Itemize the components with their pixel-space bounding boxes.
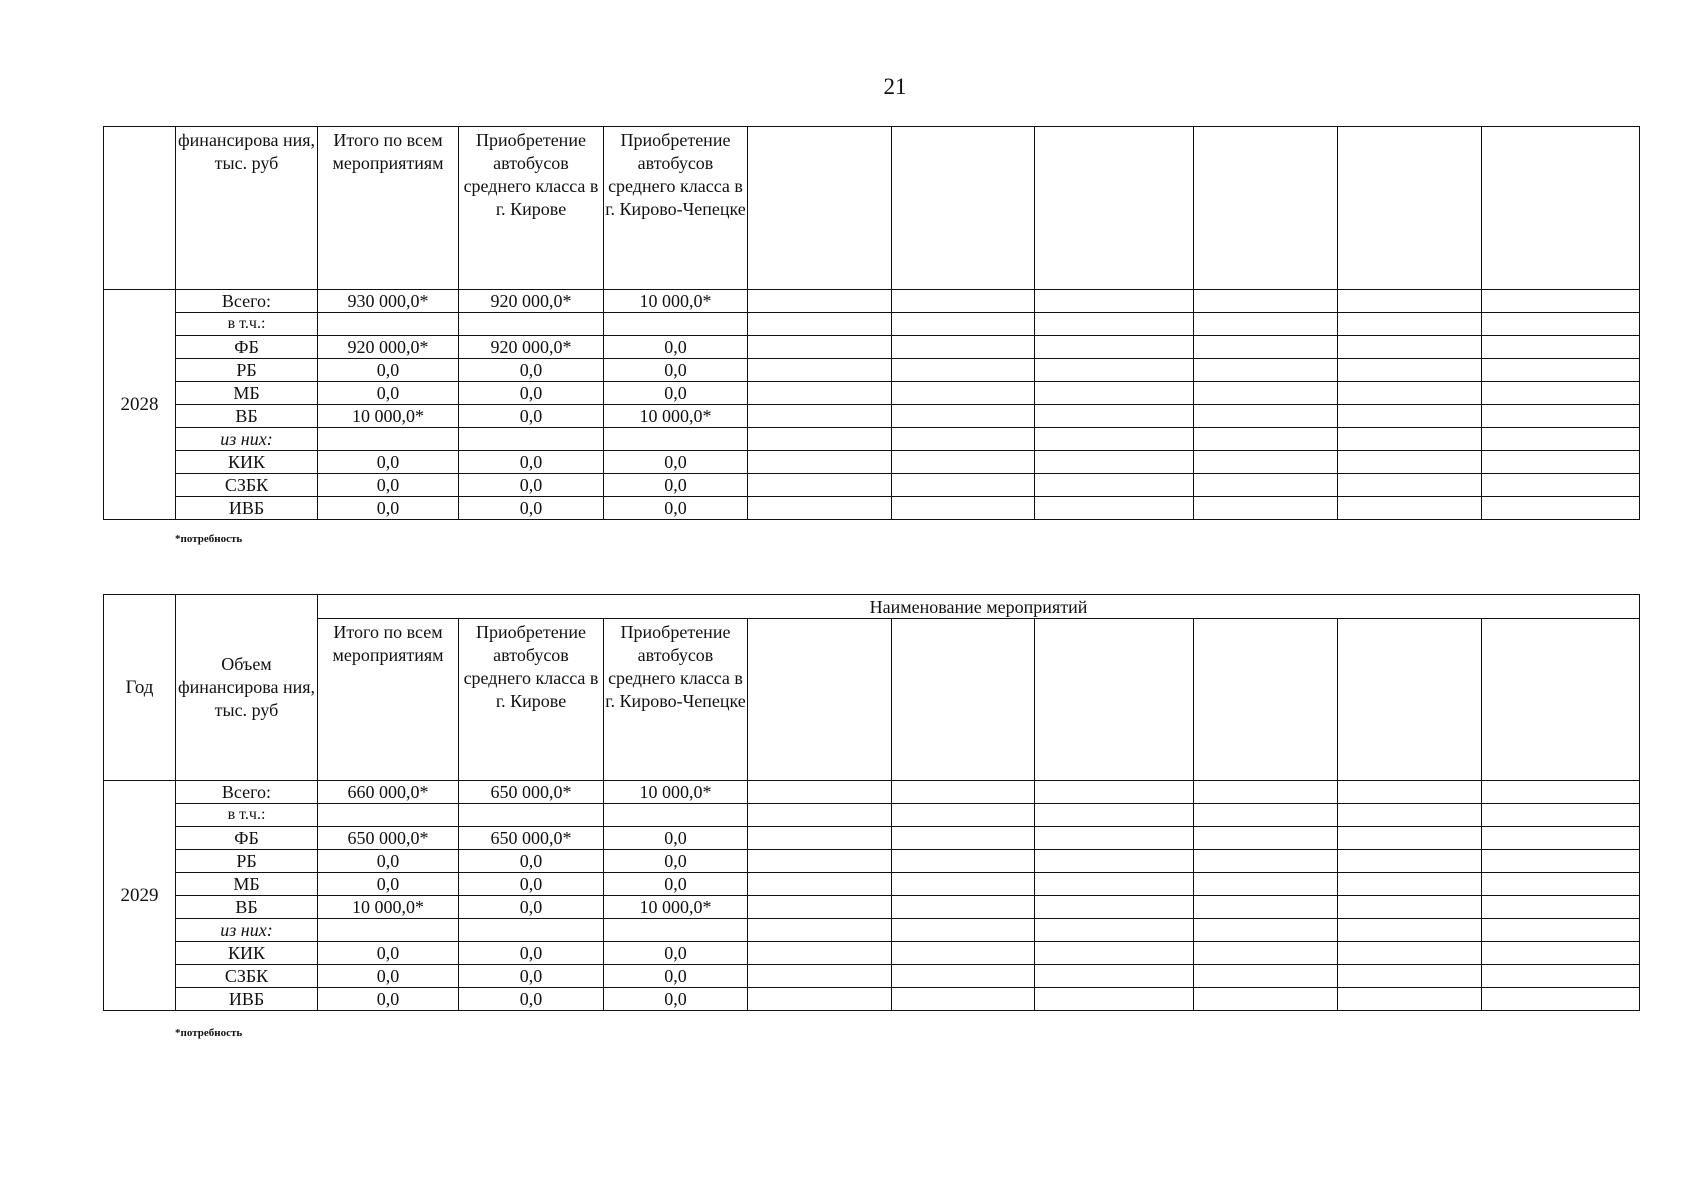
table-row xyxy=(104,942,1640,965)
total-value-cell: 920 000,0* xyxy=(318,336,459,359)
empty-cell xyxy=(1338,896,1482,919)
empty-cell xyxy=(1338,965,1482,988)
empty-cell xyxy=(1482,965,1640,988)
empty-cell xyxy=(1338,497,1482,520)
kch-value-cell: 10 000,0* xyxy=(604,290,748,313)
empty-cell xyxy=(748,290,892,313)
empty-cell xyxy=(748,313,892,336)
empty-cell xyxy=(1194,942,1338,965)
empty-cell xyxy=(1482,804,1640,827)
empty-cell xyxy=(1338,313,1482,336)
empty-cell xyxy=(748,781,892,804)
table-row xyxy=(104,896,1640,919)
empty-header xyxy=(748,619,892,781)
empty-cell xyxy=(1482,313,1640,336)
empty-cell xyxy=(1194,896,1338,919)
total-header: Итого по всем мероприятиям xyxy=(318,127,459,290)
total-value-cell: 0,0 xyxy=(318,359,459,382)
table-row xyxy=(104,336,1640,359)
empty-cell xyxy=(1194,474,1338,497)
empty-header xyxy=(1035,127,1194,290)
footnote: *потребность xyxy=(175,1027,243,1039)
kirov-value-cell xyxy=(459,804,604,827)
kch-value-cell: 0,0 xyxy=(604,497,748,520)
kch-value-cell: 10 000,0* xyxy=(604,405,748,428)
empty-cell xyxy=(748,827,892,850)
table-row xyxy=(104,827,1640,850)
kirovo-chepetsk-header: Приобретение автобусов среднего класса в г. Кирово-Чепецке xyxy=(604,127,748,290)
empty-cell xyxy=(748,474,892,497)
table-row xyxy=(104,965,1640,988)
kirovo-chepetsk-header: Приобретение автобусов среднего класса в г. Кирово-Чепецке xyxy=(604,619,748,781)
empty-cell xyxy=(1482,988,1640,1011)
empty-cell xyxy=(1035,781,1194,804)
empty-cell xyxy=(1482,497,1640,520)
empty-cell xyxy=(1482,474,1640,497)
empty-cell xyxy=(1338,850,1482,873)
empty-cell xyxy=(1194,405,1338,428)
row-label-cell: Всего: xyxy=(176,781,318,804)
table-row xyxy=(104,451,1640,474)
empty-cell xyxy=(1338,382,1482,405)
empty-cell xyxy=(1194,919,1338,942)
row-label-cell: КИК xyxy=(176,942,318,965)
kirov-value-cell: 0,0 xyxy=(459,988,604,1011)
empty-cell xyxy=(1338,827,1482,850)
total-value-cell: 0,0 xyxy=(318,873,459,896)
empty-cell xyxy=(892,781,1035,804)
kirov-value-cell: 920 000,0* xyxy=(459,336,604,359)
kch-value-cell xyxy=(604,919,748,942)
empty-cell xyxy=(892,804,1035,827)
empty-header xyxy=(1482,619,1640,781)
row-label-cell: ФБ xyxy=(176,336,318,359)
empty-cell xyxy=(748,919,892,942)
empty-cell xyxy=(1035,850,1194,873)
empty-cell xyxy=(1482,382,1640,405)
empty-cell xyxy=(1338,451,1482,474)
empty-cell xyxy=(892,896,1035,919)
kch-value-cell: 0,0 xyxy=(604,382,748,405)
kirov-value-cell: 0,0 xyxy=(459,965,604,988)
empty-cell xyxy=(748,965,892,988)
table-row xyxy=(104,474,1640,497)
kirov-value-cell: 0,0 xyxy=(459,474,604,497)
kch-value-cell: 0,0 xyxy=(604,988,748,1011)
empty-cell xyxy=(1035,313,1194,336)
table-row xyxy=(104,313,1640,336)
empty-cell xyxy=(1482,336,1640,359)
empty-cell xyxy=(892,497,1035,520)
empty-cell xyxy=(1194,873,1338,896)
empty-cell xyxy=(892,359,1035,382)
empty-cell xyxy=(748,336,892,359)
empty-cell xyxy=(892,988,1035,1011)
total-value-cell: 650 000,0* xyxy=(318,827,459,850)
empty-cell xyxy=(748,850,892,873)
total-value-cell: 0,0 xyxy=(318,988,459,1011)
kch-value-cell: 0,0 xyxy=(604,873,748,896)
kirov-value-cell: 0,0 xyxy=(459,497,604,520)
empty-cell xyxy=(892,873,1035,896)
empty-cell xyxy=(1035,827,1194,850)
row-label-cell: ИВБ xyxy=(176,497,318,520)
financing-header: финансирова ния, тыс. руб xyxy=(176,127,318,290)
empty-cell xyxy=(748,428,892,451)
total-value-cell: 0,0 xyxy=(318,497,459,520)
empty-cell xyxy=(1194,382,1338,405)
empty-cell xyxy=(1035,942,1194,965)
empty-cell xyxy=(1194,313,1338,336)
empty-cell xyxy=(1194,336,1338,359)
table-row xyxy=(104,382,1640,405)
kch-value-cell: 0,0 xyxy=(604,942,748,965)
header-row xyxy=(104,127,1640,290)
empty-cell xyxy=(892,428,1035,451)
kirov-value-cell: 0,0 xyxy=(459,359,604,382)
empty-header xyxy=(748,127,892,290)
empty-cell xyxy=(892,290,1035,313)
empty-cell xyxy=(1035,497,1194,520)
empty-cell xyxy=(1338,474,1482,497)
empty-cell xyxy=(892,336,1035,359)
empty-cell xyxy=(1035,896,1194,919)
empty-cell xyxy=(892,313,1035,336)
empty-cell xyxy=(1035,336,1194,359)
empty-cell xyxy=(1035,873,1194,896)
empty-cell xyxy=(748,804,892,827)
empty-cell xyxy=(892,942,1035,965)
empty-cell xyxy=(892,382,1035,405)
empty-cell xyxy=(1338,919,1482,942)
empty-header xyxy=(1482,127,1640,290)
empty-header xyxy=(1338,127,1482,290)
empty-cell xyxy=(1482,896,1640,919)
kch-value-cell: 0,0 xyxy=(604,827,748,850)
row-label-cell: СЗБК xyxy=(176,474,318,497)
empty-cell xyxy=(892,827,1035,850)
row-label-cell: из них: xyxy=(176,428,318,451)
empty-cell xyxy=(1338,942,1482,965)
row-label-cell: РБ xyxy=(176,850,318,873)
row-label-cell: МБ xyxy=(176,873,318,896)
kirov-value-cell xyxy=(459,428,604,451)
empty-cell xyxy=(1482,428,1640,451)
empty-cell xyxy=(1482,290,1640,313)
table-row xyxy=(104,919,1640,942)
empty-cell xyxy=(1194,451,1338,474)
kirov-header: Приобретение автобусов среднего класса в г. Кирове xyxy=(459,619,604,781)
kirov-value-cell: 0,0 xyxy=(459,942,604,965)
row-label-cell: РБ xyxy=(176,359,318,382)
empty-cell xyxy=(1482,405,1640,428)
kirov-value-cell xyxy=(459,919,604,942)
total-value-cell: 0,0 xyxy=(318,965,459,988)
kch-value-cell: 0,0 xyxy=(604,359,748,382)
kch-value-cell: 0,0 xyxy=(604,474,748,497)
total-value-cell: 10 000,0* xyxy=(318,896,459,919)
empty-header xyxy=(1194,127,1338,290)
total-value-cell: 0,0 xyxy=(318,850,459,873)
table-row xyxy=(104,405,1640,428)
row-label-cell: СЗБК xyxy=(176,965,318,988)
kirov-value-cell: 0,0 xyxy=(459,405,604,428)
table-row xyxy=(104,428,1640,451)
empty-cell xyxy=(1035,919,1194,942)
kch-value-cell: 10 000,0* xyxy=(604,781,748,804)
events-name-header: Наименование мероприятий xyxy=(318,595,1640,619)
empty-cell xyxy=(1035,428,1194,451)
financing-table-2028 xyxy=(103,126,1639,520)
row-label-cell: ИВБ xyxy=(176,988,318,1011)
kch-value-cell: 0,0 xyxy=(604,965,748,988)
empty-cell xyxy=(748,359,892,382)
row-label-cell: в т.ч.: xyxy=(176,804,318,827)
year-cell: 2028 xyxy=(104,290,176,520)
empty-cell xyxy=(1338,359,1482,382)
empty-cell xyxy=(892,451,1035,474)
empty-cell xyxy=(748,896,892,919)
table-row xyxy=(104,850,1640,873)
empty-cell xyxy=(1194,827,1338,850)
empty-cell xyxy=(1194,290,1338,313)
empty-cell xyxy=(1338,781,1482,804)
empty-cell xyxy=(1338,873,1482,896)
empty-cell xyxy=(1194,497,1338,520)
page-number: 21 xyxy=(883,74,907,99)
empty-cell xyxy=(748,451,892,474)
table-row xyxy=(104,804,1640,827)
total-value-cell: 930 000,0* xyxy=(318,290,459,313)
row-label-cell: ФБ xyxy=(176,827,318,850)
row-label-cell: в т.ч.: xyxy=(176,313,318,336)
row-label-cell: ВБ xyxy=(176,405,318,428)
empty-cell xyxy=(1482,942,1640,965)
table-row xyxy=(104,359,1640,382)
empty-cell xyxy=(1194,428,1338,451)
kirov-value-cell xyxy=(459,313,604,336)
empty-cell xyxy=(1338,804,1482,827)
total-value-cell xyxy=(318,428,459,451)
empty-cell xyxy=(1035,359,1194,382)
empty-cell xyxy=(1338,336,1482,359)
empty-cell xyxy=(1194,850,1338,873)
empty-header xyxy=(892,127,1035,290)
table-row xyxy=(104,290,1640,313)
kch-value-cell xyxy=(604,313,748,336)
total-value-cell: 0,0 xyxy=(318,474,459,497)
empty-cell xyxy=(1482,359,1640,382)
empty-cell xyxy=(1035,451,1194,474)
empty-cell xyxy=(1482,451,1640,474)
empty-cell xyxy=(1035,474,1194,497)
empty-header xyxy=(1338,619,1482,781)
empty-cell xyxy=(1035,965,1194,988)
total-value-cell xyxy=(318,804,459,827)
kch-value-cell xyxy=(604,804,748,827)
kirov-value-cell: 650 000,0* xyxy=(459,827,604,850)
header-row-1 xyxy=(104,595,1640,619)
empty-cell xyxy=(892,919,1035,942)
year-cell: 2029 xyxy=(104,781,176,1011)
kirov-value-cell: 920 000,0* xyxy=(459,290,604,313)
table-row xyxy=(104,988,1640,1011)
empty-cell xyxy=(748,873,892,896)
kch-value-cell: 0,0 xyxy=(604,850,748,873)
row-label-cell: Всего: xyxy=(176,290,318,313)
empty-cell xyxy=(1194,965,1338,988)
kch-value-cell: 10 000,0* xyxy=(604,896,748,919)
kch-value-cell: 0,0 xyxy=(604,336,748,359)
row-label-cell: МБ xyxy=(176,382,318,405)
year-header-cell xyxy=(104,127,176,290)
kch-value-cell xyxy=(604,428,748,451)
empty-cell xyxy=(1482,873,1640,896)
year-header: Год xyxy=(104,595,176,781)
empty-cell xyxy=(1482,919,1640,942)
kirov-header: Приобретение автобусов среднего класса в г. Кирове xyxy=(459,127,604,290)
empty-cell xyxy=(1035,988,1194,1011)
empty-cell xyxy=(892,850,1035,873)
empty-cell xyxy=(748,497,892,520)
empty-cell xyxy=(1482,827,1640,850)
empty-cell xyxy=(1035,290,1194,313)
total-value-cell xyxy=(318,919,459,942)
kirov-value-cell: 0,0 xyxy=(459,873,604,896)
kirov-value-cell: 0,0 xyxy=(459,896,604,919)
empty-cell xyxy=(1194,804,1338,827)
total-value-cell: 0,0 xyxy=(318,382,459,405)
empty-cell xyxy=(748,988,892,1011)
row-label-cell: ВБ xyxy=(176,896,318,919)
empty-cell xyxy=(892,474,1035,497)
header-row-2 xyxy=(104,619,1640,781)
empty-cell xyxy=(748,405,892,428)
footnote: *потребность xyxy=(175,533,243,545)
empty-cell xyxy=(1194,781,1338,804)
table-row xyxy=(104,781,1640,804)
kirov-value-cell: 650 000,0* xyxy=(459,781,604,804)
empty-cell xyxy=(892,965,1035,988)
row-label-cell: КИК xyxy=(176,451,318,474)
empty-cell xyxy=(1338,428,1482,451)
total-value-cell: 0,0 xyxy=(318,942,459,965)
table-row xyxy=(104,497,1640,520)
table-row xyxy=(104,873,1640,896)
empty-cell xyxy=(1482,781,1640,804)
empty-cell xyxy=(1035,804,1194,827)
empty-header xyxy=(892,619,1035,781)
empty-cell xyxy=(1194,988,1338,1011)
empty-cell xyxy=(748,942,892,965)
financing-header: Объем финансирова ния, тыс. руб xyxy=(176,595,318,781)
empty-cell xyxy=(1482,850,1640,873)
row-label-cell: из них: xyxy=(176,919,318,942)
kirov-value-cell: 0,0 xyxy=(459,451,604,474)
total-value-cell: 0,0 xyxy=(318,451,459,474)
empty-cell xyxy=(1338,405,1482,428)
total-header: Итого по всем мероприятиям xyxy=(318,619,459,781)
empty-cell xyxy=(892,405,1035,428)
financing-table-2029 xyxy=(103,594,1639,1011)
total-value-cell: 660 000,0* xyxy=(318,781,459,804)
empty-cell xyxy=(1035,382,1194,405)
empty-cell xyxy=(1194,359,1338,382)
kch-value-cell: 0,0 xyxy=(604,451,748,474)
empty-cell xyxy=(748,382,892,405)
empty-cell xyxy=(1338,290,1482,313)
kirov-value-cell: 0,0 xyxy=(459,382,604,405)
empty-header xyxy=(1194,619,1338,781)
kirov-value-cell: 0,0 xyxy=(459,850,604,873)
empty-header xyxy=(1035,619,1194,781)
empty-cell xyxy=(1338,988,1482,1011)
empty-cell xyxy=(1035,405,1194,428)
total-value-cell xyxy=(318,313,459,336)
total-value-cell: 10 000,0* xyxy=(318,405,459,428)
